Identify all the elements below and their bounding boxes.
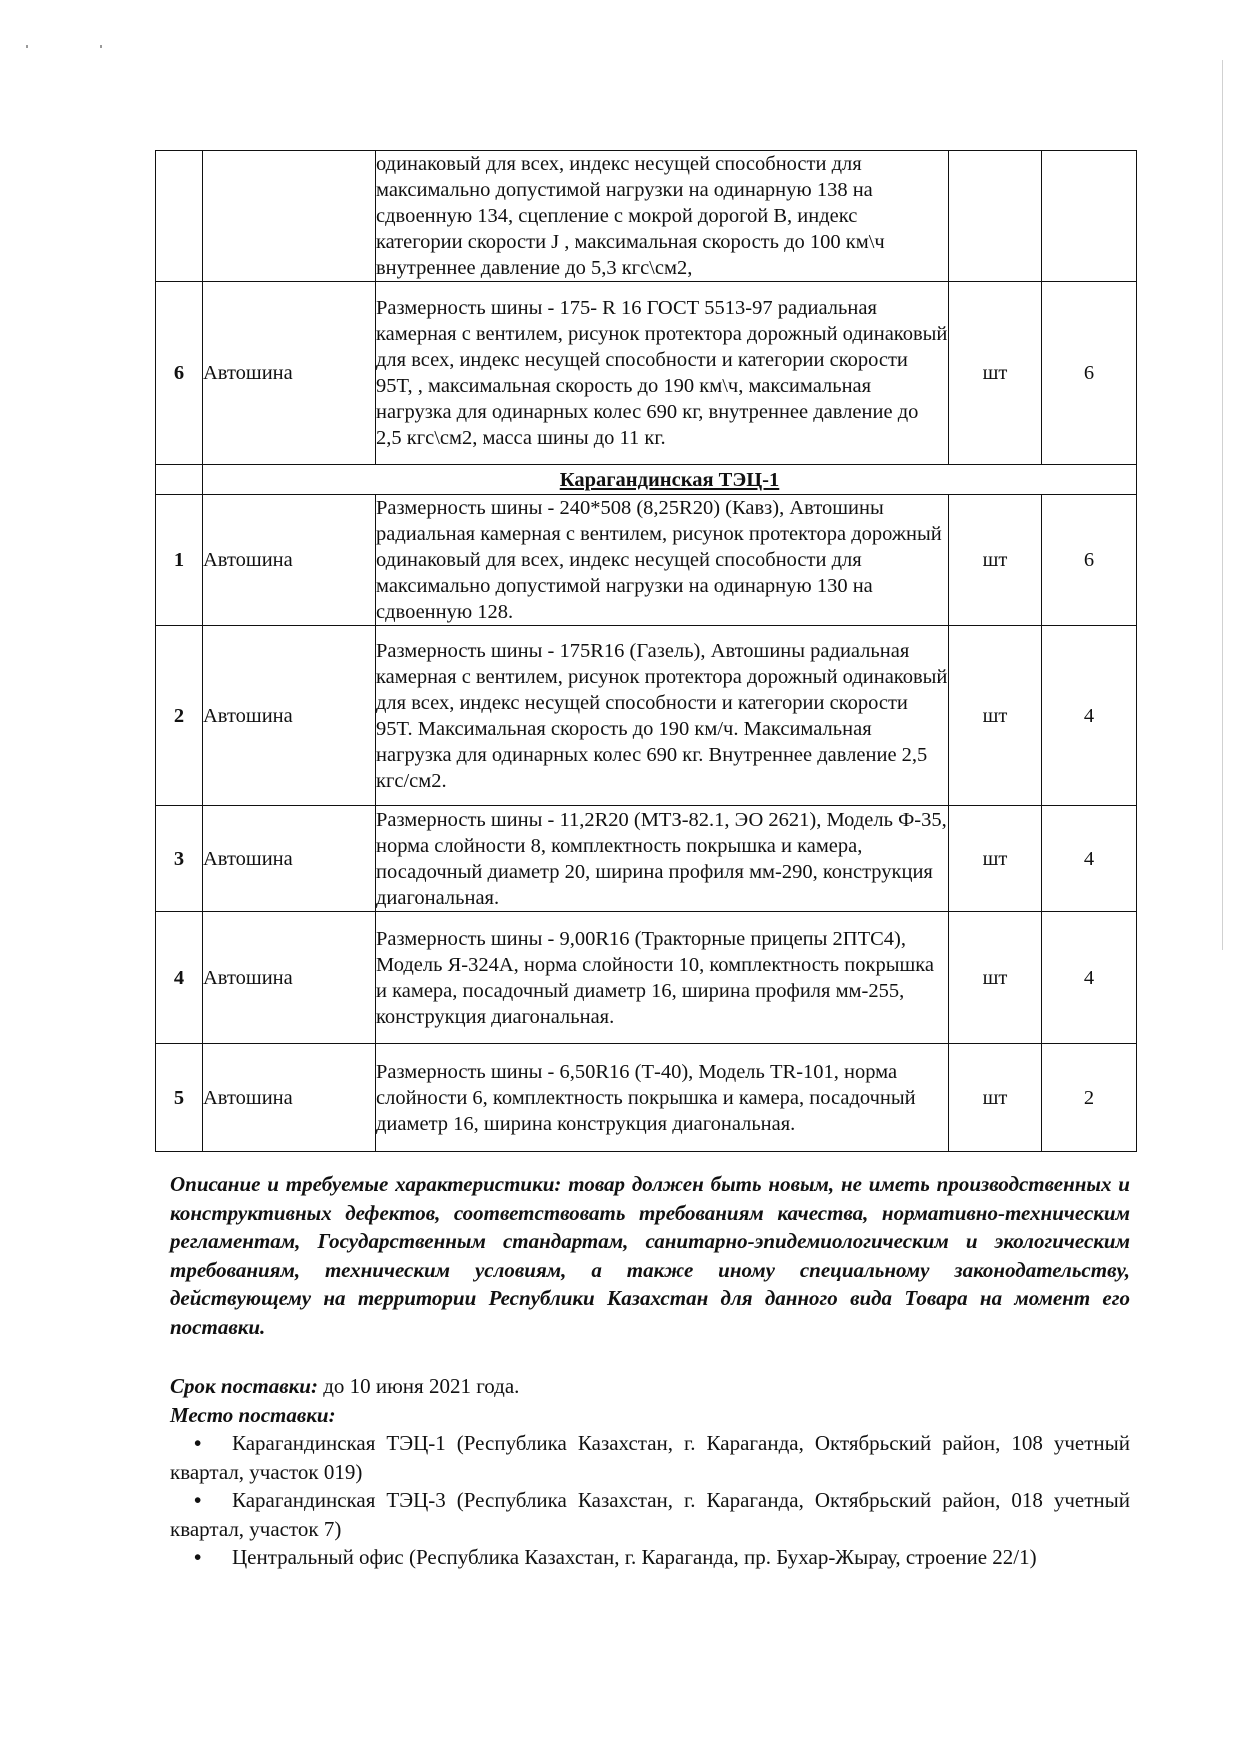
item-description-cell: Размерность шины - 6,50R16 (Т-40), Модель TR-101, норма слойности 6, комплектность покрышка и камера, посадочный диаметр 16, ширина конструкция диагональная. bbox=[376, 1044, 949, 1152]
item-description-cell: Размерность шины - 11,2R20 (МТЗ-82.1, ЭО 2621), Модель Ф-35, норма слойности 8, комплектность покрышка и камера, посадочный диаметр 20, ширина профиля мм-290, конструкция диагональная. bbox=[376, 806, 949, 912]
row-number-cell: 5 bbox=[156, 1044, 203, 1152]
quantity-cell: 2 bbox=[1042, 1044, 1137, 1152]
row-number-cell: 4 bbox=[156, 912, 203, 1044]
quantity-cell: 4 bbox=[1042, 626, 1137, 806]
table-row bbox=[156, 282, 1137, 465]
quantity-cell: 6 bbox=[1042, 282, 1137, 465]
delivery-place-label: Место поставки: bbox=[170, 1402, 336, 1427]
place-text: Центральный офис (Республика Казахстан, г. Караганда, пр. Бухар-Жырау, строение 22/1) bbox=[232, 1545, 1037, 1569]
unit-cell: шт bbox=[949, 1044, 1042, 1152]
table-row bbox=[156, 806, 1137, 912]
delivery-deadline bbox=[170, 1372, 1130, 1401]
table-row-continuation bbox=[156, 151, 1137, 282]
quantity-cell bbox=[1042, 151, 1137, 282]
item-name-cell: Автошина bbox=[203, 806, 376, 912]
delivery-places-list bbox=[170, 1429, 1130, 1572]
quantity-cell: 4 bbox=[1042, 912, 1137, 1044]
spec-table bbox=[155, 150, 1137, 1152]
row-number-cell bbox=[156, 151, 203, 282]
item-name-cell: Автошина bbox=[203, 495, 376, 626]
place-text: Карагандинская ТЭЦ-1 (Республика Казахстан, г. Караганда, Октябрьский район, 108 учетный квартал, участок 019) bbox=[170, 1431, 1130, 1484]
row-number-cell: 2 bbox=[156, 626, 203, 806]
scan-dot bbox=[26, 45, 28, 48]
item-description-cell: Размерность шины - 175- R 16 ГОСТ 5513-97 радиальная камерная с вентилем, рисунок протектора дорожный одинаковый для всех, индекс несущей способности и категории скорости 95T, , максимальная скорость до 190 км\ч, максимальная нагрузка для одинарных колес 690 кг, внутреннее давление до 2,5 кгс\см2, масса шины до 11 кг. bbox=[376, 282, 949, 465]
unit-cell: шт bbox=[949, 282, 1042, 465]
unit-cell: шт bbox=[949, 806, 1042, 912]
table-row bbox=[156, 1044, 1137, 1152]
delivery-terms bbox=[170, 1372, 1130, 1572]
unit-cell: шт bbox=[949, 912, 1042, 1044]
item-name-cell: Автошина bbox=[203, 626, 376, 806]
item-description-cell: Размерность шины - 175R16 (Газель), Автошины радиальная камерная с вентилем, рисунок протектора дорожный одинаковый для всех, индекс несущей способности и категории скорости 95T. Максимальная скорость до 190 км/ч. Максимальная нагрузка для одинарных колес 690 кг. Внутреннее давление 2,5 кгс/см2. bbox=[376, 626, 949, 806]
section-blank-cell bbox=[156, 465, 203, 495]
table-row bbox=[156, 495, 1137, 626]
item-name-cell: Автошина bbox=[203, 1044, 376, 1152]
requirements-paragraph: Описание и требуемые характеристики: товар должен быть новым, не иметь производственных и конструктивных дефектов, соответствовать требованиям качества, нормативно-техническим регламентам, Государственным стандартам, санитарно-эпидемиологическим и экологическим требованиям, техническим условиям, а также иному специальному законодательству, действующему на территории Республики Казахстан для данного вида Товара на момент его поставки. bbox=[170, 1172, 1130, 1339]
row-number-cell: 1 bbox=[156, 495, 203, 626]
item-name-cell bbox=[203, 151, 376, 282]
row-number-cell: 6 bbox=[156, 282, 203, 465]
item-description-cell: Размерность шины - 240*508 (8,25R20) (Кавз), Автошины радиальная камерная с вентилем, рисунок протектора дорожный одинаковый для всех, индекс несущей способности для максимально допустимой нагрузки на одинарную 130 на сдвоенную 128. bbox=[376, 495, 949, 626]
unit-cell: шт bbox=[949, 626, 1042, 806]
quantity-cell: 6 bbox=[1042, 495, 1137, 626]
unit-cell: шт bbox=[949, 495, 1042, 626]
deadline-label: Срок поставки: bbox=[170, 1374, 318, 1398]
bullet-icon: • bbox=[194, 1431, 202, 1455]
list-item bbox=[170, 1486, 1130, 1543]
scan-dot bbox=[100, 45, 102, 48]
deadline-value: до 10 июня 2021 года. bbox=[323, 1374, 520, 1398]
table-row bbox=[156, 912, 1137, 1044]
row-number-cell: 3 bbox=[156, 806, 203, 912]
bullet-icon: • bbox=[194, 1545, 202, 1569]
quantity-cell: 4 bbox=[1042, 806, 1137, 912]
list-item bbox=[170, 1543, 1130, 1572]
table-row bbox=[156, 626, 1137, 806]
item-description-cell: одинаковый для всех, индекс несущей способности для максимально допустимой нагрузки на одинарную 138 на сдвоенную 134, сцепление с мокрой дорогой В, индекс категории скорости J , максимальная скорость до 100 км\ч внутреннее давление до 5,3 кгс\см2, bbox=[376, 151, 949, 282]
section-header-row bbox=[156, 465, 1137, 495]
item-name-cell: Автошина bbox=[203, 282, 376, 465]
item-description-cell: Размерность шины - 9,00R16 (Тракторные прицепы 2ПТС4), Модель Я-324А, норма слойности 10, комплектность покрышка и камера, посадочный диаметр 16, ширина профиля мм-255, конструкция диагональная. bbox=[376, 912, 949, 1044]
scan-edge-line bbox=[1222, 60, 1223, 950]
unit-cell bbox=[949, 151, 1042, 282]
section-title: Карагандинская ТЭЦ-1 bbox=[203, 465, 1137, 495]
item-name-cell: Автошина bbox=[203, 912, 376, 1044]
list-item bbox=[170, 1429, 1130, 1486]
bullet-icon: • bbox=[194, 1488, 202, 1512]
place-text: Карагандинская ТЭЦ-3 (Республика Казахстан, г. Караганда, Октябрьский район, 018 учетный квартал, участок 7) bbox=[170, 1488, 1130, 1541]
